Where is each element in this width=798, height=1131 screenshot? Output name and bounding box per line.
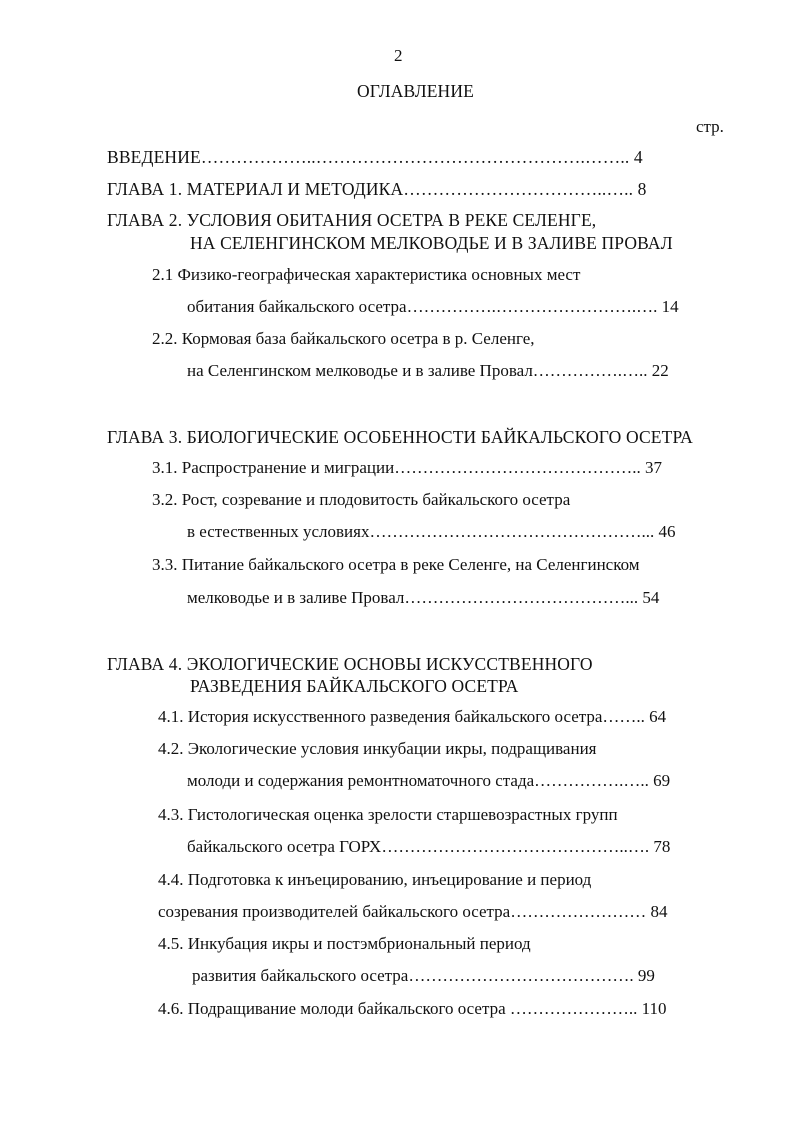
toc-entry-4-3-line2[interactable]: байкальского осетра ГОРХ……………………………………..…. 78 <box>187 837 671 856</box>
toc-entry-chapter-3[interactable]: ГЛАВА 3. БИОЛОГИЧЕСКИЕ ОСОБЕННОСТИ БАЙКАЛЬСКОГО ОСЕТРА <box>107 427 693 447</box>
toc-entry-chapter-1[interactable]: ГЛАВА 1. МАТЕРИАЛ И МЕТОДИКА……………………………..….. 8 <box>107 179 647 199</box>
toc-entry-introduction[interactable]: ВВЕДЕНИЕ………………..……………………………………….…….. 4 <box>107 147 643 167</box>
toc-entry-3-2-line1[interactable]: 3.2. Рост, созревание и плодовитость байкальского осетра <box>152 490 571 509</box>
toc-entry-2-2-line1[interactable]: 2.2. Кормовая база байкальского осетра в р. Селенге, <box>152 329 535 348</box>
toc-entry-3-2-line2[interactable]: в естественных условиях…………………………………………... 46 <box>187 522 676 541</box>
toc-entry-chapter-2-line1[interactable]: ГЛАВА 2. УСЛОВИЯ ОБИТАНИЯ ОСЕТРА В РЕКЕ СЕЛЕНГЕ, <box>107 210 597 230</box>
toc-entry-4-5-line1[interactable]: 4.5. Инкубация икры и постэмбриональный период <box>158 934 531 953</box>
toc-entry-4-2-line2[interactable]: молоди и содержания ремонтноматочного стада…………….….. 69 <box>187 771 671 790</box>
toc-entry-3-1[interactable]: 3.1. Распространение и миграции…………………………………….. 37 <box>152 458 662 477</box>
toc-entry-4-4-line1[interactable]: 4.4. Подготовка к инъецированию, инъецирование и период <box>158 870 592 889</box>
toc-entry-chapter-4-line1[interactable]: ГЛАВА 4. ЭКОЛОГИЧЕСКИЕ ОСНОВЫ ИСКУССТВЕННОГО <box>107 654 593 674</box>
toc-entry-chapter-4-line2[interactable]: РАЗВЕДЕНИЯ БАЙКАЛЬСКОГО ОСЕТРА <box>190 676 519 696</box>
toc-entry-3-3-line1[interactable]: 3.3. Питание байкальского осетра в реке Селенге, на Селенгинском <box>152 555 640 574</box>
toc-entry-4-6[interactable]: 4.6. Подращивание молоди байкальского осетра ………………….. 110 <box>158 999 667 1018</box>
page-column-label: стр. <box>696 117 724 136</box>
toc-entry-4-5-line2[interactable]: развития байкальского осетра…………………………………. 99 <box>192 966 655 985</box>
page-number: 2 <box>394 46 403 65</box>
toc-entry-4-4-line2[interactable]: созревания производителей байкальского осетра…………………… 84 <box>158 902 668 921</box>
toc-entry-4-1[interactable]: 4.1. История искусственного разведения байкальского осетра…….. 64 <box>158 707 667 726</box>
toc-entry-4-3-line1[interactable]: 4.3. Гистологическая оценка зрелости старшевозрастных групп <box>158 805 618 824</box>
toc-entry-chapter-2-line2[interactable]: НА СЕЛЕНГИНСКОМ МЕЛКОВОДЬЕ И В ЗАЛИВЕ ПРОВАЛ <box>190 233 673 253</box>
toc-entry-3-3-line2[interactable]: мелководье и в заливе Провал…………………………………... 54 <box>187 588 660 607</box>
toc-entry-2-2-line2[interactable]: на Селенгинском мелководье и в заливе Провал…………….….. 22 <box>187 361 669 380</box>
toc-entry-4-2-line1[interactable]: 4.2. Экологические условия инкубации икры, подращивания <box>158 739 597 758</box>
page-title: ОГЛАВЛЕНИЕ <box>357 81 474 101</box>
toc-entry-2-1-line2[interactable]: обитания байкальского осетра…………….…………………….…. 14 <box>187 297 679 316</box>
toc-entry-2-1-line1[interactable]: 2.1 Физико-географическая характеристика основных мест <box>152 265 581 284</box>
